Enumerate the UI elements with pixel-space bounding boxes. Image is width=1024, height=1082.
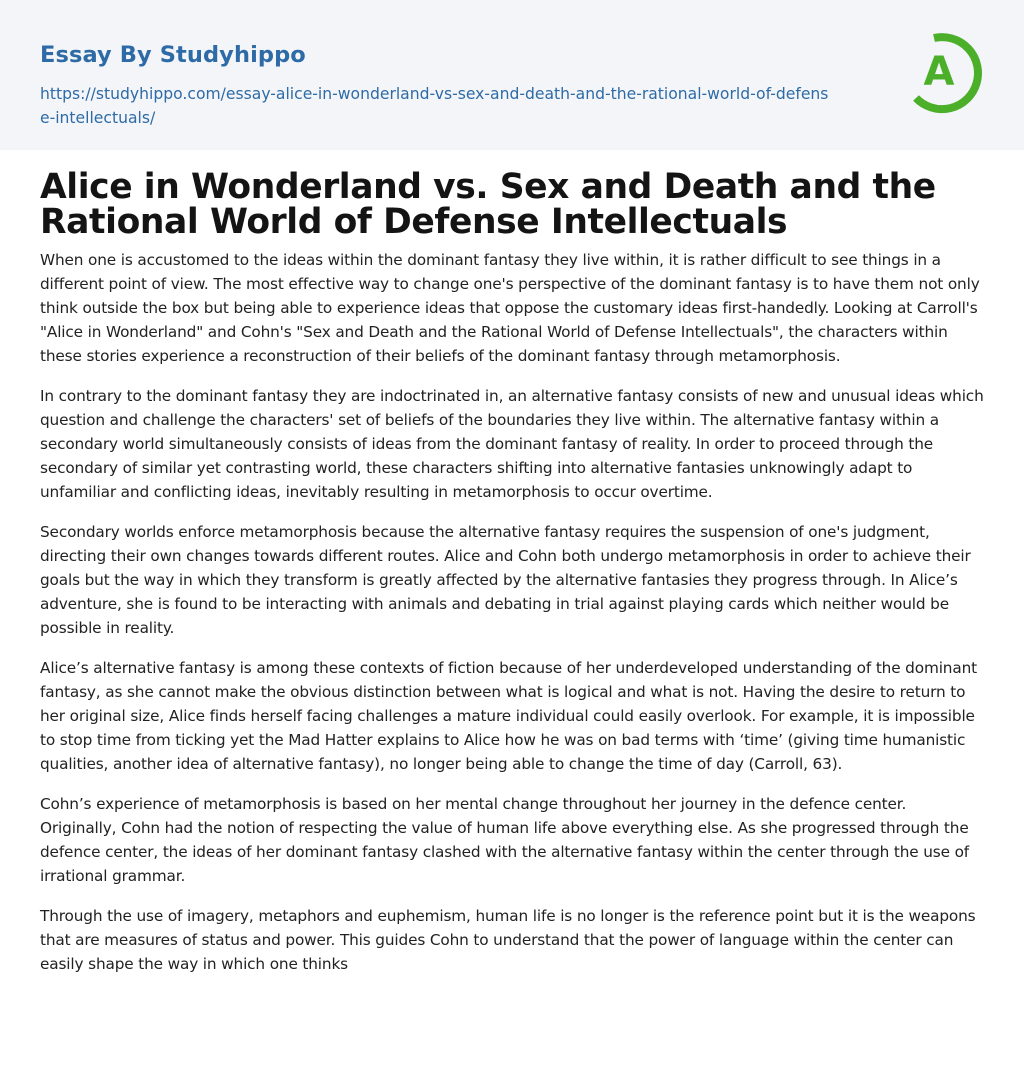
essay-paragraph: Secondary worlds enforce metamorphosis because the alternative fantasy requires the suspension of one's judgment, directing their own changes towards different routes. Alice and Cohn both undergo metamorphosis in order to achieve their goals but the way in which they transform is greatly affected by the alternative fantasies they progress through. In Alice’s adventure, she is found to be interacting with animals and debating in trial against playing cards which neither would be possible in reality. (40, 523, 971, 637)
essay-paragraph: Cohn’s experience of metamorphosis is based on her mental change throughout her journey in the defence center. Originally, Cohn had the notion of respecting the value of human life above everything else. As she progressed through the defence center, the ideas of her dominant fantasy clashed with the alternative fantasy within the center through the use of irrational grammar. (40, 795, 970, 885)
essay-paragraph: When one is accustomed to the ideas within the dominant fantasy they live within, it is rather difficult to see things in a different point of view. The most effective way to change one's perspective of the dominant fantasy is to have them not only think outside the box but being able to experience ideas that oppose the customary ideas first-handedly. Looking at Carroll's "Alice in Wonderland" and Cohn's "Sex and Death and the Rational World of Defense Intellectuals", the characters within these stories experience a reconstruction of their beliefs of the dominant fantasy through metamorphosis. (40, 251, 980, 365)
logo-letter: A (923, 49, 955, 95)
site-brand[interactable]: Essay By Studyhippo (40, 42, 306, 68)
site-header (0, 0, 1024, 150)
studyhippo-a-logo-icon[interactable] (906, 28, 990, 116)
essay-main (0, 150, 1024, 976)
essay-url-link[interactable]: https://studyhippo.com/essay-alice-in-wonderland-vs-sex-and-death-and-the-rational-world-of-defense-intellectuals/ (40, 85, 829, 127)
essay-paragraph: Through the use of imagery, metaphors and euphemism, human life is no longer is the reference point but it is the weapons that are measures of status and power. This guides Cohn to understand that the power of language within the center can easily shape the way in which one thinks (40, 907, 976, 973)
essay-body (40, 248, 984, 976)
essay-title: Alice in Wonderland vs. Sex and Death and the Rational World of Defense Intellectuals (40, 167, 936, 242)
essay-paragraph: In contrary to the dominant fantasy they are indoctrinated in, an alternative fantasy consists of new and unusual ideas which question and challenge the characters' set of beliefs of the boundaries they live within. The alternative fantasy within a secondary world simultaneously consists of ideas from the dominant fantasy of reality. In order to proceed through the secondary of similar yet contrasting world, these characters shifting into alternative fantasies unknowingly adapt to unfamiliar and conflicting ideas, inevitably resulting in metamorphosis to occur overtime. (40, 387, 984, 501)
essay-paragraph: Alice’s alternative fantasy is among these contexts of fiction because of her underdeveloped understanding of the dominant fantasy, as she cannot make the obvious distinction between what is logical and what is not. Having the desire to return to her original size, Alice finds herself facing challenges a mature individual could easily overlook. For example, it is impossible to stop time from ticking yet the Mad Hatter explains to Alice how he was on bad terms with ‘time’ (giving time humanistic qualities, another idea of alternative fantasy), no longer being able to change the time of day (Carroll, 63). (40, 659, 977, 773)
